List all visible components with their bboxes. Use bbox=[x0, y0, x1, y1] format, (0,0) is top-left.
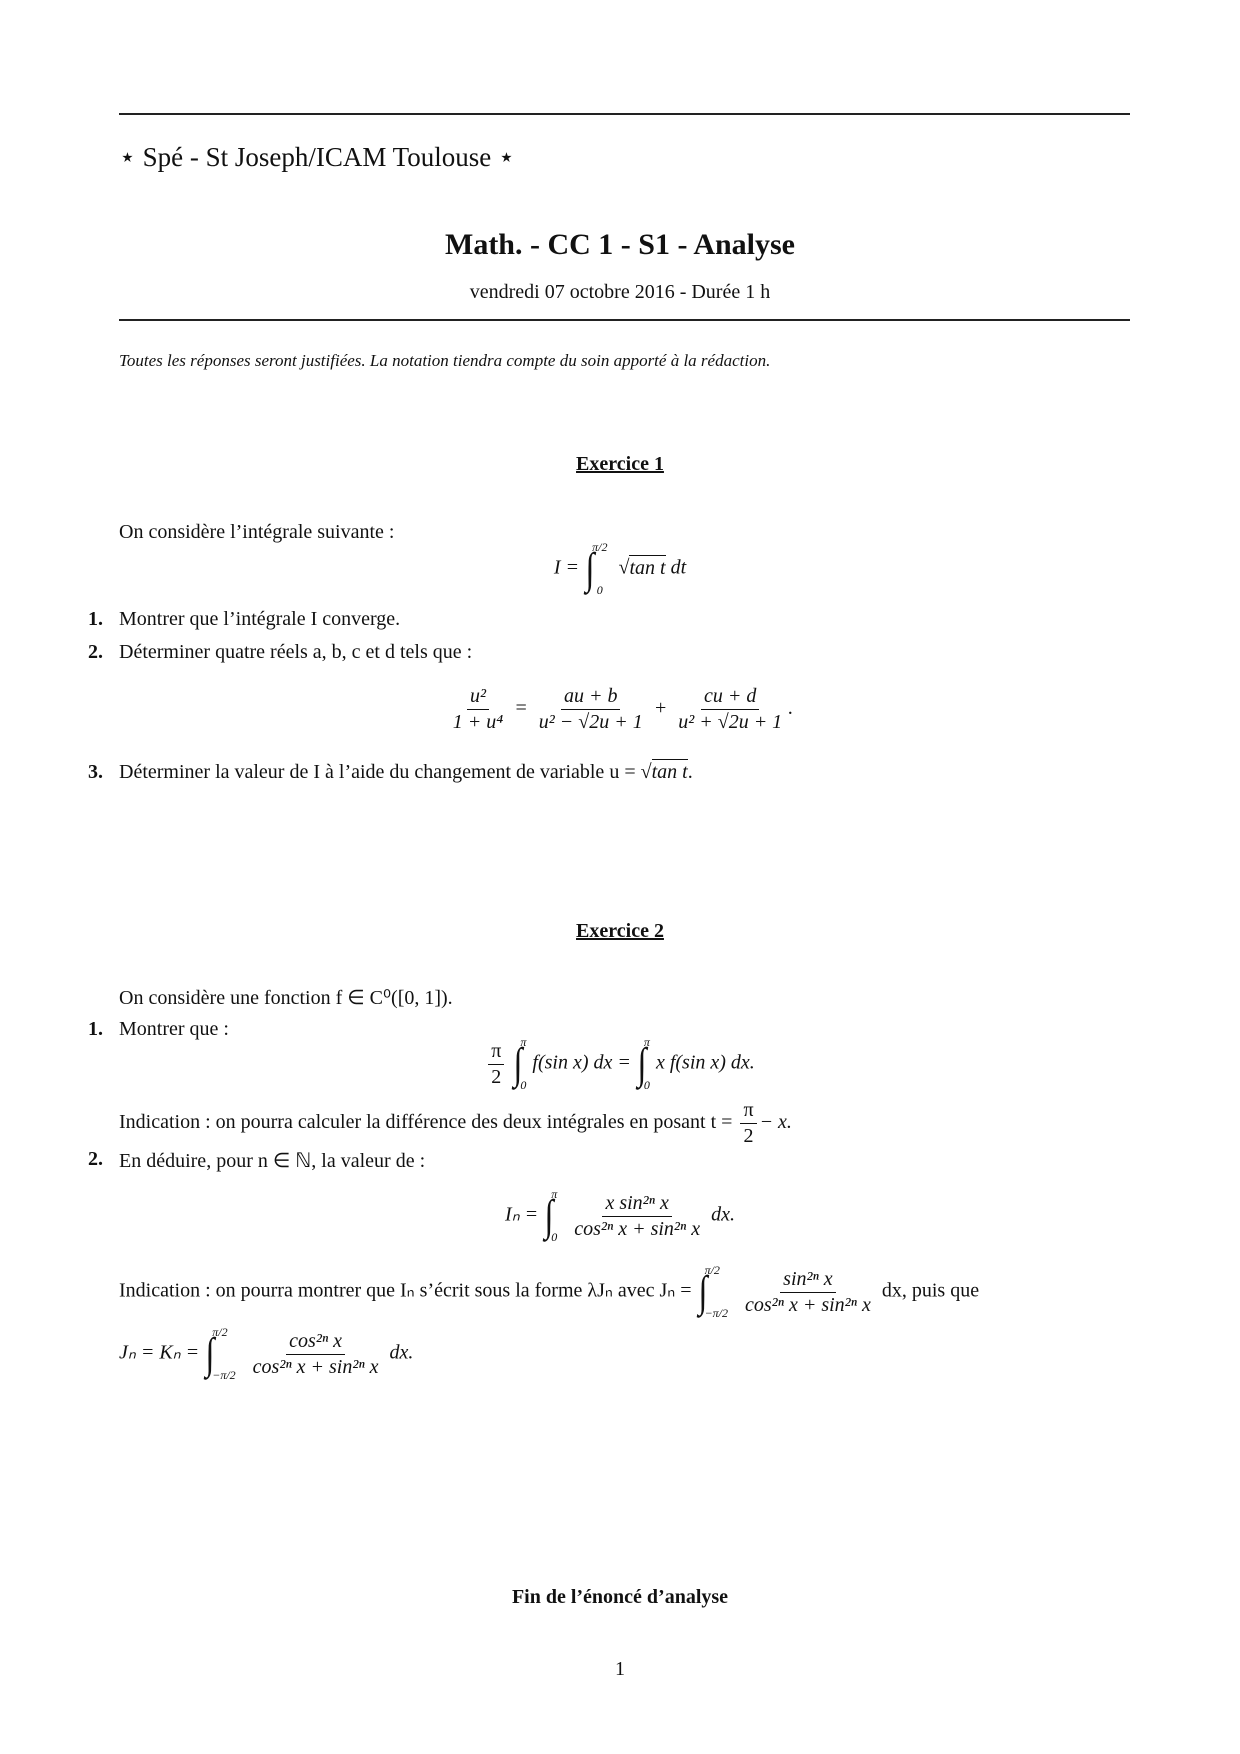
numerator: au + b bbox=[561, 684, 621, 710]
exercise-2-title: Exercice 2 bbox=[576, 920, 664, 942]
denominator: cos²ⁿ x + sin²ⁿ x bbox=[745, 1293, 871, 1316]
denominator: 2 bbox=[491, 1065, 502, 1088]
denominator: 2 bbox=[743, 1125, 754, 1147]
lhs: I = bbox=[553, 556, 580, 579]
q-number: 2. bbox=[88, 1148, 103, 1170]
lower-limit: 0 bbox=[551, 1230, 558, 1244]
ex1-intro: On considère l’intégrale suivante : bbox=[119, 521, 395, 543]
denominator: u² − √2u + 1 bbox=[538, 711, 643, 733]
upper-limit: π/2 bbox=[592, 540, 608, 554]
lower-limit: −π/2 bbox=[212, 1368, 236, 1382]
equation-In: Iₙ = ∫ π 0 $\frac{\text{x sin²ⁿ x}}{\text{cos²ⁿ x + sin²ⁿ x}}$ dx. bbox=[505, 1187, 735, 1244]
hint-1 bbox=[119, 1098, 792, 1149]
page-title: Math. - CC 1 - S1 - Analyse bbox=[445, 228, 795, 261]
denominator: cos²ⁿ x + sin²ⁿ x bbox=[252, 1355, 379, 1378]
numerator: π bbox=[740, 1098, 756, 1124]
denominator: 1 + u⁴ bbox=[452, 711, 504, 733]
exam-date: vendredi 07 octobre 2016 - Durée 1 h bbox=[469, 281, 771, 303]
q-text: En déduire, pour n ∈ ℕ, la valeur de : bbox=[119, 1150, 426, 1172]
numerator: u² bbox=[467, 684, 489, 710]
denominator: cos²ⁿ x + sin²ⁿ x bbox=[574, 1217, 701, 1240]
denominator: u² + √2u + 1 bbox=[678, 711, 783, 733]
lhs: Iₙ = bbox=[505, 1203, 539, 1226]
differential: dt bbox=[670, 556, 687, 579]
lower-limit: 0 bbox=[643, 1078, 650, 1092]
numerator: π bbox=[488, 1039, 504, 1065]
lower-limit: 0 bbox=[596, 583, 603, 597]
hint-text: Indication : on pourra calculer la différence des deux intégrales en posant t = bbox=[119, 1111, 733, 1134]
ex2-intro: On considère une fonction f ∈ C⁰([0, 1]). bbox=[119, 987, 453, 1009]
sqrt-arg: tan t bbox=[651, 761, 688, 783]
equation-Jn-Kn: Jₙ = Kₙ = ∫ π/2 −π/2 $\frac{\text{cos²ⁿ x}}{\text{cos²ⁿ x + sin²ⁿ x}}$ dx. bbox=[119, 1325, 414, 1382]
upper-limit: π bbox=[551, 1187, 558, 1201]
hint-text: Indication : on pourra montrer que Iₙ s’écrit sous la forme λJₙ avec Jₙ = bbox=[119, 1279, 692, 1302]
equals: = bbox=[514, 697, 528, 720]
q-text: Déterminer la valeur de I à l’aide du changement de variable u = bbox=[119, 761, 636, 783]
period: . bbox=[687, 761, 693, 783]
lhs: Jₙ = Kₙ = bbox=[119, 1341, 200, 1364]
hint-2: Indication : on pourra montrer que Iₙ s’écrit sous la forme λJₙ avec Jₙ = ∫ π/2 −π/2 $\frac{\text{sin²ⁿ x}}{\text{cos²ⁿ x + sin²ⁿ x}}$ dx, puis que bbox=[119, 1263, 980, 1320]
lower-limit: −π/2 bbox=[704, 1306, 729, 1320]
right-integrand: x f(sin x) dx. bbox=[655, 1051, 755, 1074]
numerator: x sin²ⁿ x bbox=[602, 1191, 671, 1217]
school-header: ⋆ Spé - St Joseph/ICAM Toulouse ⋆ bbox=[119, 142, 515, 172]
upper-limit: π/2 bbox=[212, 1325, 228, 1339]
upper-limit: π bbox=[520, 1035, 527, 1049]
q-text: Déterminer quatre réels a, b, c et d tels que : bbox=[119, 641, 473, 663]
lower-limit: 0 bbox=[520, 1078, 527, 1092]
q-text: Montrer que l’intégrale I converge. bbox=[119, 608, 401, 630]
integral-I: I = ∫ π/2 0 √tan t dt bbox=[553, 540, 687, 597]
exercise-1-title: Exercice 1 bbox=[576, 453, 664, 475]
q-number: 2. bbox=[88, 641, 103, 663]
integrand: tan t bbox=[629, 556, 666, 579]
numerator: cu + d bbox=[701, 684, 759, 710]
upper-limit: π/2 bbox=[704, 1263, 720, 1277]
differential: dx. bbox=[711, 1203, 735, 1226]
left-integrand: f(sin x) dx = bbox=[532, 1051, 631, 1074]
equation-symmetry: $\frac{\pi}{2}$ ∫ π 0 f(sin x) dx = ∫ π 0 x f(sin x) dx. bbox=[0, 1035, 1240, 1093]
differential: dx. bbox=[389, 1341, 414, 1364]
numerator: sin²ⁿ x bbox=[780, 1267, 836, 1293]
q-number: 1. bbox=[88, 608, 103, 630]
numerator: cos²ⁿ x bbox=[286, 1329, 345, 1355]
period: . bbox=[788, 697, 794, 720]
end-of-statement: Fin de l’énoncé d’analyse bbox=[511, 1586, 729, 1608]
plus: + bbox=[653, 697, 668, 720]
q-number: 3. bbox=[88, 761, 103, 783]
upper-limit: π bbox=[643, 1035, 650, 1049]
page-number: 1 bbox=[615, 1658, 625, 1680]
top-rule bbox=[119, 113, 1130, 115]
hint-end: dx, puis que bbox=[881, 1279, 980, 1302]
instructions-note: Toutes les réponses seront justifiées. La notation tiendra compte du soin apporté à la rédaction. bbox=[119, 351, 771, 370]
q-number: 1. bbox=[88, 1018, 103, 1040]
hint-end: − x. bbox=[759, 1111, 792, 1134]
partial-fraction-equation bbox=[0, 684, 1240, 735]
header-rule bbox=[119, 319, 1130, 321]
q-text: Montrer que : bbox=[119, 1018, 229, 1040]
